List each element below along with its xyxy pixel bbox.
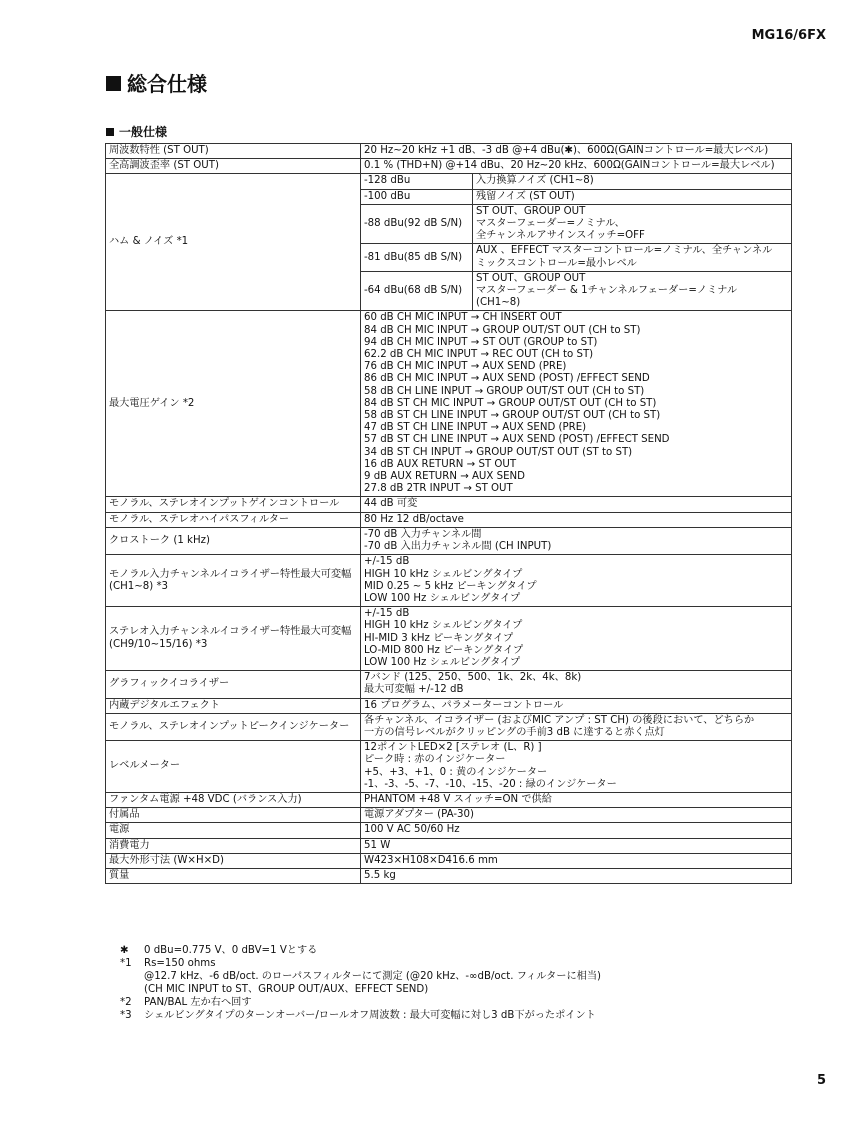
noise-desc-line: マスターフェーダー=ノミナル、 [476,218,625,230]
noise-desc-line: (CH1~8) [476,297,521,309]
footnote-line: Rs=150 ohms [144,958,216,969]
spec-row-thd [106,159,792,174]
spec-label: 消費電力 [106,838,361,853]
spec-label: モノラル、ステレオインプットゲインコントロール [106,497,361,512]
spec-row-weight [106,868,792,883]
gain-line: 84 dB CH MIC INPUT → GROUP OUT/ST OUT (CH to ST) [364,324,641,336]
spec-value: 20 Hz~20 kHz +1 dB、-3 dB @+4 dBu(✱)、600Ω(GAINコントロール=最大レベル) [361,144,792,159]
noise-level: -88 dBu(92 dB S/N) [361,204,473,244]
spec-row-phantom [106,792,792,807]
spec-label: 最大電圧ゲイン *2 [106,311,361,497]
footnote-line: (CH MIC INPUT to ST、GROUP OUT/AUX、EFFECT SEND) [144,984,429,995]
footnote [120,944,601,957]
spec-value: 44 dB 可変 [361,497,792,512]
noise-desc-line: 入力換算ノイズ (CH1~8) [476,175,594,187]
value-line: ピーク時 : 赤のインジケーター [364,754,506,766]
noise-level: -64 dBu(68 dB S/N) [361,271,473,311]
spec-value: 0.1 % (THD+N) @+14 dBu、20 Hz~20 kHz、600Ω(GAINコントロール=最大レベル) [361,159,792,174]
spec-label: レベルメーター [106,741,361,793]
spec-label: モノラル、ステレオインプットピークインジケーター [106,713,361,740]
spec-row-hpf [106,512,792,527]
spec-value [361,527,792,554]
spec-label: 周波数特性 (ST OUT) [106,144,361,159]
gain-line: 58 dB CH LINE INPUT → GROUP OUT/ST OUT (CH to ST) [364,385,645,397]
spec-label: 付属品 [106,808,361,823]
spec-value: 電源アダプター (PA-30) [361,808,792,823]
spec-label: 内蔵デジタルエフェクト [106,698,361,713]
spec-row-power [106,823,792,838]
spec-value: PHANTOM +48 V スイッチ=ON で供給 [361,792,792,807]
value-line: 各チャンネル、イコライザー (およびMIC アンプ : ST CH) の後段において、どちらか [364,714,755,726]
gain-line: 94 dB CH MIC INPUT → ST OUT (GROUP to ST) [364,336,598,348]
gain-line: 57 dB ST CH LINE INPUT → AUX SEND (POST) /EFFECT SEND [364,434,670,446]
spec-row-peak [106,713,792,740]
value-line: +/-15 dB [364,608,410,620]
footnote-line: @12.7 kHz、-6 dB/oct. のローパスフィルターにて測定 (@20 kHz、-∞dB/oct. フィルターに相当) [144,971,601,982]
spec-label: 質量 [106,868,361,883]
footnote-mark: ✱ [120,945,129,956]
noise-desc [473,244,792,271]
value-line: -1、-3、-5、-7、-10、-15、-20 : 緑のインジケーター [364,778,617,790]
model-name: MG16/6FX [751,28,826,43]
spec-value: W423×H108×D416.6 mm [361,853,792,868]
spec-label: クロストーク (1 kHz) [106,527,361,554]
spec-row-accessory [106,808,792,823]
section-title-text: 総合仕様 [127,72,207,96]
footnote-text [144,996,252,1009]
noise-level: -100 dBu [361,189,473,204]
spec-value [361,741,792,793]
square-bullet-icon [106,128,114,136]
footnote-line: PAN/BAL 左か右へ回す [144,997,252,1008]
value-line: 7バンド (125、250、500、1k、2k、4k、8k) [364,672,582,684]
gain-line: 9 dB AUX RETURN → AUX SEND [364,471,525,483]
spec-label: モノラル入力チャンネルイコライザー特性最大可変幅 (CH1~8) *3 [106,555,361,607]
spec-label: ステレオ入力チャンネルイコライザー特性最大可変幅 (CH9/10~15/16) *3 [106,607,361,671]
subsection-title [106,123,167,140]
spec-value: 100 V AC 50/60 Hz [361,823,792,838]
footnote-text [144,1009,596,1022]
spec-label: 全高調波歪率 (ST OUT) [106,159,361,174]
gain-line: 60 dB CH MIC INPUT → CH INSERT OUT [364,312,562,324]
value-line: 12ポイントLED×2 [ステレオ (L、R) ] [364,742,542,754]
spec-row-mono-eq [106,555,792,607]
spec-value: 5.5 kg [361,868,792,883]
spec-row-consumption [106,838,792,853]
footnote [120,996,601,1009]
value-line: LO-MID 800 Hz ピーキングタイプ [364,644,524,656]
gain-line: 34 dB ST CH INPUT → GROUP OUT/ST OUT (ST to ST) [364,446,633,458]
value-line: MID 0.25 ~ 5 kHz ピーキングタイプ [364,580,537,592]
footnote-mark: *3 [120,1010,132,1021]
square-bullet-icon [106,76,121,91]
noise-desc [473,271,792,311]
noise-desc-line: 全チャンネルアサインスイッチ=OFF [476,230,645,242]
spec-row-hum-noise [106,174,792,189]
gain-line: 84 dB ST CH MIC INPUT → GROUP OUT/ST OUT (CH to ST) [364,397,657,409]
spec-value [361,713,792,740]
footnote [120,957,601,996]
spec-row-freq-response [106,144,792,159]
noise-level: -128 dBu [361,174,473,189]
value-line: 一方の信号レベルがクリッピングの手前3 dB に達すると赤く点灯 [364,726,665,738]
spec-label: モノラル、ステレオハイパスフィルター [106,512,361,527]
spec-row-meter [106,741,792,793]
spec-label: 最大外形寸法 (W×H×D) [106,853,361,868]
value-line: -70 dB 入出力チャンネル間 (CH INPUT) [364,541,552,553]
noise-desc [473,204,792,244]
spec-row-stereo-eq [106,607,792,671]
value-line: +5、+3、+1、0 : 黄のインジケーター [364,766,548,778]
noise-desc-line: 残留ノイズ (ST OUT) [476,190,575,202]
spec-value: 16 プログラム、パラメーターコントロール [361,698,792,713]
spec-value [361,311,792,497]
footnote-text [144,957,601,996]
value-line: HI-MID 3 kHz ピーキングタイプ [364,632,514,644]
gain-line: 47 dB ST CH LINE INPUT → AUX SEND (PRE) [364,422,587,434]
spec-label: 電源 [106,823,361,838]
spec-row-crosstalk [106,527,792,554]
spec-value: 51 W [361,838,792,853]
noise-desc-line: AUX 、EFFECT マスターコントロール=ノミナル、全チャンネル [476,245,773,257]
footnote-mark: *2 [120,997,132,1008]
noise-desc [473,189,792,204]
gain-line: 62.2 dB CH MIC INPUT → REC OUT (CH to ST) [364,349,594,361]
value-line: 最大可変幅 +/-12 dB [364,684,464,696]
noise-desc-line: マスターフェーダー & 1チャンネルフェーダー=ノミナル [476,285,738,297]
noise-desc-line: ST OUT、GROUP OUT [476,205,586,217]
spec-label: グラフィックイコライザー [106,671,361,698]
spec-row-gain-control [106,497,792,512]
spec-row-effects [106,698,792,713]
spec-value [361,607,792,671]
footnote-mark: *1 [120,958,132,969]
noise-desc [473,174,792,189]
gain-line: 86 dB CH MIC INPUT → AUX SEND (POST) /EFFECT SEND [364,373,650,385]
noise-desc-line: ST OUT、GROUP OUT [476,272,586,284]
value-line: -70 dB 入力チャンネル間 [364,528,482,540]
spec-row-max-gain [106,311,792,497]
value-line: HIGH 10 kHz シェルビングタイプ [364,568,523,580]
spec-row-graphic-eq [106,671,792,698]
section-title [106,68,207,97]
spec-label: ハム & ノイズ *1 [106,174,361,311]
page-number: 5 [816,1073,826,1088]
subsection-title-text: 一般仕様 [119,125,168,139]
value-line: LOW 100 Hz シェルビングタイプ [364,592,521,604]
gain-line: 27.8 dB 2TR INPUT → ST OUT [364,483,513,495]
spec-label: ファンタム電源 +48 VDC (バランス入力) [106,792,361,807]
gain-line: 16 dB AUX RETURN → ST OUT [364,458,517,470]
value-line: LOW 100 Hz シェルビングタイプ [364,656,521,668]
footnotes [120,944,601,1022]
spec-row-dimensions [106,853,792,868]
spec-value: 80 Hz 12 dB/octave [361,512,792,527]
spec-value [361,671,792,698]
footnote-line: 0 dBu=0.775 V、0 dBV=1 Vとする [144,945,318,956]
noise-level: -81 dBu(85 dB S/N) [361,244,473,271]
noise-desc-line: ミックスコントロール=最小レベル [476,257,637,269]
gain-line: 58 dB ST CH LINE INPUT → GROUP OUT/ST OUT (CH to ST) [364,410,661,422]
value-line: +/-15 dB [364,556,410,568]
footnote-line: シェルビングタイプのターンオーバー/ロールオフ周波数 : 最大可変幅に対し3 dB下がったポイント [144,1010,596,1021]
spec-value [361,555,792,607]
gain-line: 76 dB CH MIC INPUT → AUX SEND (PRE) [364,361,567,373]
footnote [120,1009,601,1022]
footnote-text [144,944,317,957]
spec-table [105,143,792,884]
value-line: HIGH 10 kHz シェルビングタイプ [364,620,523,632]
